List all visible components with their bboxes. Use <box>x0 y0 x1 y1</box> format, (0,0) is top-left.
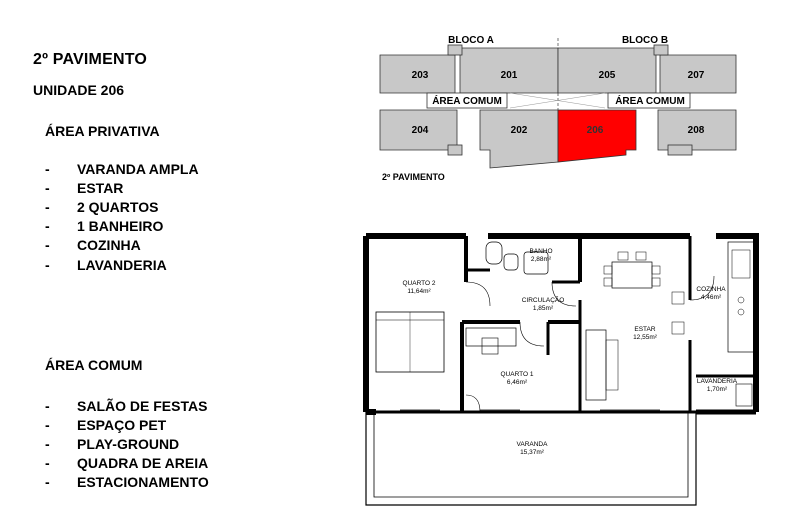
room-cozinha-name: COZINHA <box>696 286 726 293</box>
unit-title: UNIDADE 206 <box>33 82 125 98</box>
key-plan-caption: 2º PAVIMENTO <box>382 172 445 182</box>
room-quarto1-name: QUARTO 1 <box>500 371 534 378</box>
unit-204-label: 204 <box>411 125 429 136</box>
room-quarto1-area: 6,46m² <box>506 379 528 386</box>
unit-208-label: 208 <box>687 125 705 136</box>
floor-title: 2º PAVIMENTO <box>33 51 148 68</box>
block-b-label: BLOCO B <box>621 35 669 46</box>
room-lavanderia-area: 1,70m² <box>706 386 728 393</box>
common-area-title: ÁREA COMUM <box>45 357 143 373</box>
room-quarto2-area: 11,64m² <box>407 288 431 295</box>
room-banho-area: 2,88m² <box>530 256 552 263</box>
unit-201-label: 201 <box>500 70 518 81</box>
room-varanda-area: 15,37m² <box>520 449 544 456</box>
unit-207-label: 207 <box>687 70 705 81</box>
room-estar-area: 12,55m² <box>633 334 657 341</box>
room-circulacao-area: 1,85m² <box>532 305 554 312</box>
common-area-right-label: ÁREA COMUM <box>615 96 685 107</box>
unit-202-label: 202 <box>510 125 528 136</box>
room-lavanderia-name: LAVANDERIA <box>696 378 738 385</box>
common-area-left-label: ÁREA COMUM <box>432 96 502 107</box>
room-varanda-name: VARANDA <box>516 441 548 448</box>
room-cozinha-area: 4,46m² <box>700 294 722 301</box>
unit-203-label: 203 <box>411 70 429 81</box>
unit-206-label: 206 <box>586 125 604 136</box>
block-a-label: BLOCO A <box>448 35 494 46</box>
unit-205-label: 205 <box>598 70 616 81</box>
room-circulacao-name: CIRCULAÇÃO <box>521 297 565 304</box>
room-estar-name: ESTAR <box>634 326 656 333</box>
room-banho-name: BANHO <box>529 248 553 255</box>
room-quarto2-name: QUARTO 2 <box>402 280 436 287</box>
private-area-title: ÁREA PRIVATIVA <box>45 123 160 139</box>
